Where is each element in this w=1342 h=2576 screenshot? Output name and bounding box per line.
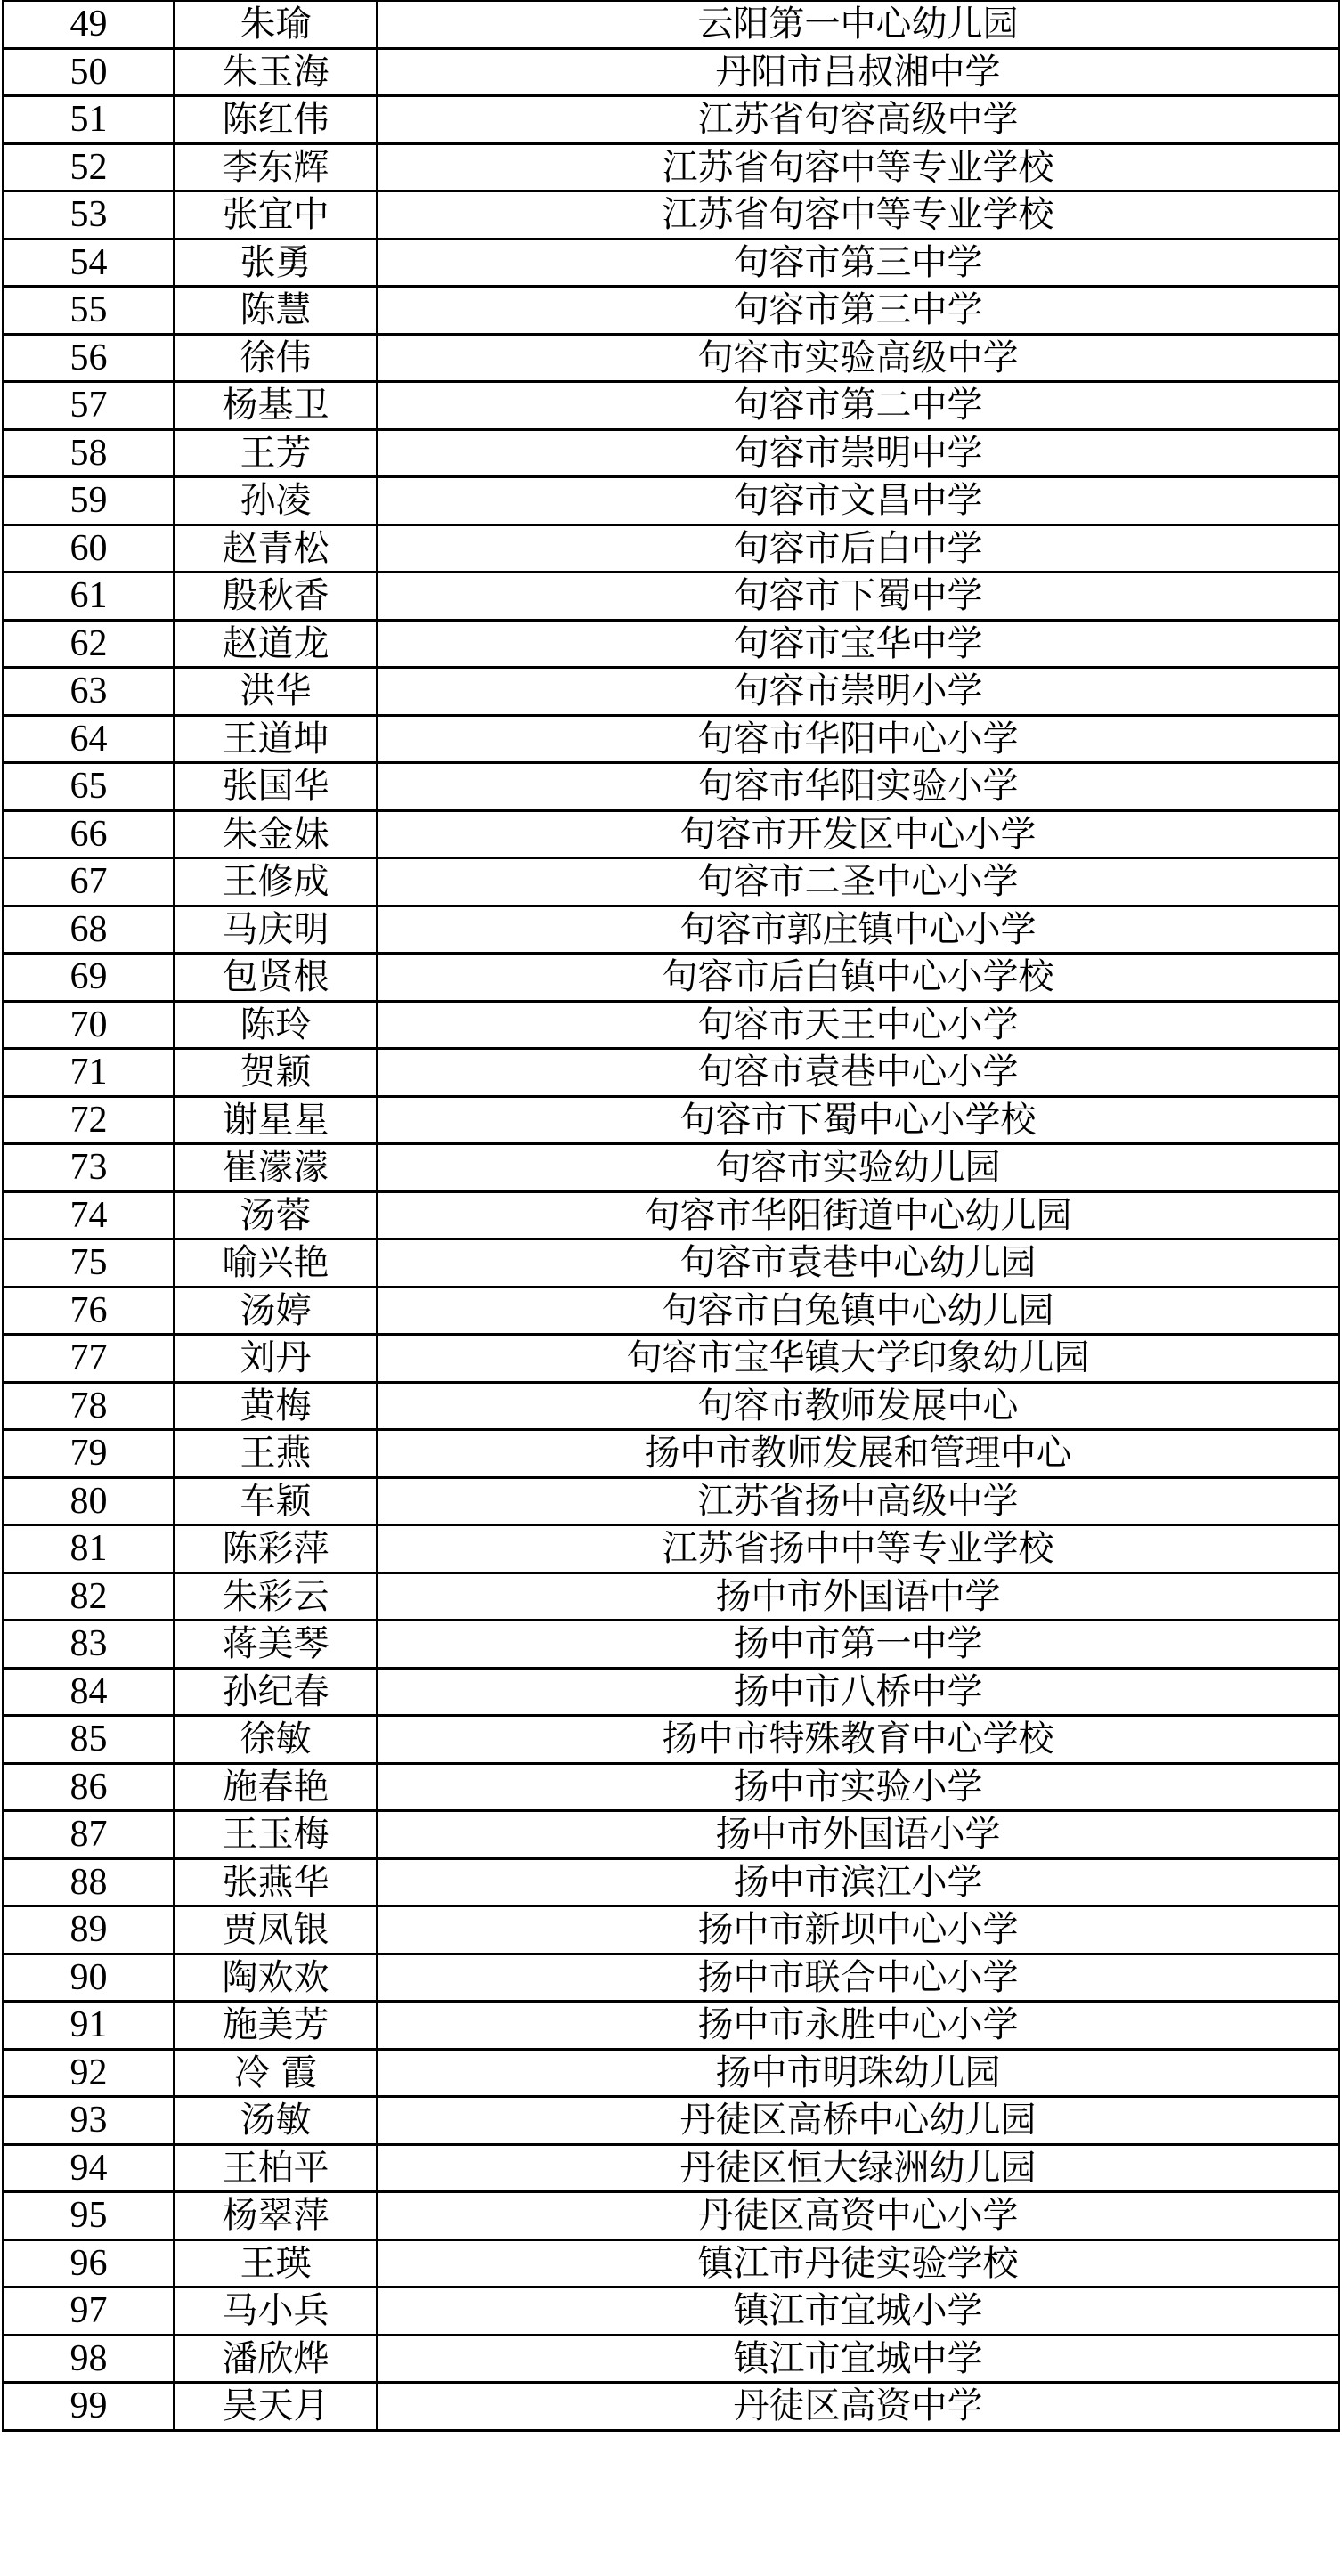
row-number: 88	[4, 1858, 175, 1906]
person-name: 谢星星	[175, 1096, 378, 1144]
table-row	[4, 477, 1339, 525]
table-row	[4, 1191, 1339, 1239]
table-row	[4, 1430, 1339, 1478]
person-name: 朱金妹	[175, 810, 378, 858]
table-row	[4, 1382, 1339, 1430]
table-row	[4, 1239, 1339, 1288]
table-row	[4, 1763, 1339, 1811]
work-unit: 句容市教师发展中心	[378, 1382, 1339, 1430]
row-number: 82	[4, 1572, 175, 1621]
person-name: 马庆明	[175, 906, 378, 954]
table-row	[4, 810, 1339, 858]
person-name: 张宜中	[175, 191, 378, 240]
table-row	[4, 1525, 1339, 1573]
person-name: 朱瑜	[175, 1, 378, 48]
row-number: 64	[4, 715, 175, 763]
row-number: 96	[4, 2239, 175, 2288]
work-unit: 句容市袁巷中心小学	[378, 1049, 1339, 1097]
person-name: 张燕华	[175, 1858, 378, 1906]
work-unit: 镇江市丹徒实验学校	[378, 2239, 1339, 2288]
roster-table	[2, 0, 1340, 2432]
person-name: 刘丹	[175, 1335, 378, 1383]
roster-body	[4, 1, 1339, 2430]
work-unit: 句容市实验幼儿园	[378, 1144, 1339, 1192]
row-number: 85	[4, 1716, 175, 1764]
work-unit: 句容市宝华中学	[378, 620, 1339, 668]
person-name: 蒋美琴	[175, 1621, 378, 1669]
table-row	[4, 1144, 1339, 1192]
row-number: 86	[4, 1763, 175, 1811]
row-number: 68	[4, 906, 175, 954]
table-row	[4, 2002, 1339, 2050]
person-name: 陶欢欢	[175, 1954, 378, 2002]
work-unit: 句容市后白镇中心小学校	[378, 954, 1339, 1002]
row-number: 72	[4, 1096, 175, 1144]
work-unit: 句容市开发区中心小学	[378, 810, 1339, 858]
work-unit: 扬中市联合中心小学	[378, 1954, 1339, 2002]
person-name: 王柏平	[175, 2144, 378, 2192]
table-row	[4, 2192, 1339, 2240]
person-name: 王玉梅	[175, 1811, 378, 1859]
table-row	[4, 382, 1339, 430]
person-name: 赵道龙	[175, 620, 378, 668]
table-row	[4, 2049, 1339, 2097]
work-unit: 江苏省句容中等专业学校	[378, 143, 1339, 191]
table-row	[4, 1, 1339, 48]
work-unit: 扬中市滨江小学	[378, 1858, 1339, 1906]
person-name: 杨基卫	[175, 382, 378, 430]
table-row	[4, 858, 1339, 906]
row-number: 81	[4, 1525, 175, 1573]
table-row	[4, 2097, 1339, 2145]
row-number: 77	[4, 1335, 175, 1383]
row-number: 57	[4, 382, 175, 430]
work-unit: 丹徒区高桥中心幼儿园	[378, 2097, 1339, 2145]
row-number: 79	[4, 1430, 175, 1478]
row-number: 67	[4, 858, 175, 906]
table-row	[4, 573, 1339, 621]
work-unit: 扬中市特殊教育中心学校	[378, 1716, 1339, 1764]
person-name: 包贤根	[175, 954, 378, 1002]
work-unit: 扬中市八桥中学	[378, 1668, 1339, 1716]
table-row	[4, 1287, 1339, 1335]
row-number: 76	[4, 1287, 175, 1335]
table-row	[4, 620, 1339, 668]
table-row	[4, 1716, 1339, 1764]
work-unit: 句容市崇明中学	[378, 429, 1339, 477]
table-row	[4, 1858, 1339, 1906]
work-unit: 句容市天王中心小学	[378, 1001, 1339, 1049]
work-unit: 江苏省句容中等专业学校	[378, 191, 1339, 240]
work-unit: 丹徒区高资中学	[378, 2383, 1339, 2431]
work-unit: 江苏省句容高级中学	[378, 96, 1339, 144]
person-name: 朱玉海	[175, 48, 378, 96]
row-number: 75	[4, 1239, 175, 1288]
person-name: 陈彩萍	[175, 1525, 378, 1573]
table-row	[4, 334, 1339, 382]
row-number: 62	[4, 620, 175, 668]
row-number: 84	[4, 1668, 175, 1716]
table-row	[4, 429, 1339, 477]
table-row	[4, 1668, 1339, 1716]
table-row	[4, 1096, 1339, 1144]
person-name: 马小兵	[175, 2288, 378, 2336]
table-row	[4, 763, 1339, 811]
row-number: 51	[4, 96, 175, 144]
table-row	[4, 2239, 1339, 2288]
work-unit: 扬中市明珠幼儿园	[378, 2049, 1339, 2097]
row-number: 98	[4, 2335, 175, 2383]
person-name: 汤婷	[175, 1287, 378, 1335]
table-row	[4, 524, 1339, 573]
work-unit: 句容市郭庄镇中心小学	[378, 906, 1339, 954]
table-row	[4, 2288, 1339, 2336]
person-name: 潘欣烨	[175, 2335, 378, 2383]
work-unit: 江苏省扬中中等专业学校	[378, 1525, 1339, 1573]
row-number: 95	[4, 2192, 175, 2240]
table-row	[4, 2335, 1339, 2383]
person-name: 张勇	[175, 239, 378, 287]
work-unit: 丹阳市吕叔湘中学	[378, 48, 1339, 96]
row-number: 93	[4, 2097, 175, 2145]
person-name: 崔濛濛	[175, 1144, 378, 1192]
row-number: 92	[4, 2049, 175, 2097]
work-unit: 句容市袁巷中心幼儿园	[378, 1239, 1339, 1288]
work-unit: 句容市白兔镇中心幼儿园	[378, 1287, 1339, 1335]
person-name: 洪华	[175, 668, 378, 716]
table-row	[4, 1001, 1339, 1049]
row-number: 50	[4, 48, 175, 96]
work-unit: 扬中市实验小学	[378, 1763, 1339, 1811]
table-row	[4, 1811, 1339, 1859]
person-name: 汤蓉	[175, 1191, 378, 1239]
row-number: 80	[4, 1477, 175, 1525]
work-unit: 扬中市教师发展和管理中心	[378, 1430, 1339, 1478]
row-number: 66	[4, 810, 175, 858]
row-number: 52	[4, 143, 175, 191]
row-number: 73	[4, 1144, 175, 1192]
table-row	[4, 239, 1339, 287]
person-name: 赵青松	[175, 524, 378, 573]
work-unit: 句容市华阳实验小学	[378, 763, 1339, 811]
table-row	[4, 1049, 1339, 1097]
table-row	[4, 1572, 1339, 1621]
row-number: 59	[4, 477, 175, 525]
person-name: 朱彩云	[175, 1572, 378, 1621]
row-number: 89	[4, 1906, 175, 1954]
work-unit: 扬中市外国语中学	[378, 1572, 1339, 1621]
table-row	[4, 906, 1339, 954]
person-name: 黄梅	[175, 1382, 378, 1430]
work-unit: 句容市二圣中心小学	[378, 858, 1339, 906]
table-row	[4, 2144, 1339, 2192]
table-row	[4, 1477, 1339, 1525]
work-unit: 丹徒区高资中心小学	[378, 2192, 1339, 2240]
row-number: 54	[4, 239, 175, 287]
person-name: 王道坤	[175, 715, 378, 763]
row-number: 94	[4, 2144, 175, 2192]
row-number: 90	[4, 1954, 175, 2002]
person-name: 施美芳	[175, 2002, 378, 2050]
row-number: 83	[4, 1621, 175, 1669]
person-name: 殷秋香	[175, 573, 378, 621]
person-name: 汤敏	[175, 2097, 378, 2145]
table-row	[4, 715, 1339, 763]
person-name: 陈慧	[175, 287, 378, 335]
row-number: 56	[4, 334, 175, 382]
person-name: 王燕	[175, 1430, 378, 1478]
person-name: 王芳	[175, 429, 378, 477]
work-unit: 句容市文昌中学	[378, 477, 1339, 525]
person-name: 陈玲	[175, 1001, 378, 1049]
row-number: 53	[4, 191, 175, 240]
work-unit: 扬中市永胜中心小学	[378, 2002, 1339, 2050]
table-row	[4, 1335, 1339, 1383]
row-number: 74	[4, 1191, 175, 1239]
person-name: 吴天月	[175, 2383, 378, 2431]
row-number: 71	[4, 1049, 175, 1097]
table-row	[4, 668, 1339, 716]
row-number: 91	[4, 2002, 175, 2050]
person-name: 杨翠萍	[175, 2192, 378, 2240]
row-number: 63	[4, 668, 175, 716]
person-name: 喻兴艳	[175, 1239, 378, 1288]
person-name: 贺颖	[175, 1049, 378, 1097]
person-name: 王修成	[175, 858, 378, 906]
work-unit: 镇江市宜城中学	[378, 2335, 1339, 2383]
table-row	[4, 48, 1339, 96]
work-unit: 句容市崇明小学	[378, 668, 1339, 716]
person-name: 徐伟	[175, 334, 378, 382]
person-name: 陈红伟	[175, 96, 378, 144]
person-name: 冷 霞	[175, 2049, 378, 2097]
person-name: 张国华	[175, 763, 378, 811]
person-name: 车颖	[175, 1477, 378, 1525]
person-name: 徐敏	[175, 1716, 378, 1764]
row-number: 97	[4, 2288, 175, 2336]
work-unit: 句容市下蜀中心小学校	[378, 1096, 1339, 1144]
row-number: 99	[4, 2383, 175, 2431]
person-name: 施春艳	[175, 1763, 378, 1811]
work-unit: 句容市第三中学	[378, 239, 1339, 287]
row-number: 61	[4, 573, 175, 621]
work-unit: 句容市华阳街道中心幼儿园	[378, 1191, 1339, 1239]
work-unit: 句容市实验高级中学	[378, 334, 1339, 382]
table-row	[4, 287, 1339, 335]
person-name: 王瑛	[175, 2239, 378, 2288]
row-number: 78	[4, 1382, 175, 1430]
table-row	[4, 191, 1339, 240]
work-unit: 扬中市外国语小学	[378, 1811, 1339, 1859]
row-number: 58	[4, 429, 175, 477]
work-unit: 句容市下蜀中学	[378, 573, 1339, 621]
work-unit: 句容市华阳中心小学	[378, 715, 1339, 763]
work-unit: 句容市后白中学	[378, 524, 1339, 573]
row-number: 87	[4, 1811, 175, 1859]
row-number: 70	[4, 1001, 175, 1049]
table-row	[4, 2383, 1339, 2431]
person-name: 孙纪春	[175, 1668, 378, 1716]
table-row	[4, 1621, 1339, 1669]
work-unit: 镇江市宜城小学	[378, 2288, 1339, 2336]
table-row	[4, 954, 1339, 1002]
work-unit: 句容市第二中学	[378, 382, 1339, 430]
row-number: 55	[4, 287, 175, 335]
person-name: 孙凌	[175, 477, 378, 525]
row-number: 65	[4, 763, 175, 811]
work-unit: 丹徒区恒大绿洲幼儿园	[378, 2144, 1339, 2192]
table-row	[4, 96, 1339, 144]
table-row	[4, 1954, 1339, 2002]
row-number: 69	[4, 954, 175, 1002]
row-number: 49	[4, 1, 175, 48]
table-row	[4, 1906, 1339, 1954]
person-name: 贾凤银	[175, 1906, 378, 1954]
work-unit: 江苏省扬中高级中学	[378, 1477, 1339, 1525]
work-unit: 句容市第三中学	[378, 287, 1339, 335]
work-unit: 扬中市新坝中心小学	[378, 1906, 1339, 1954]
row-number: 60	[4, 524, 175, 573]
work-unit: 云阳第一中心幼儿园	[378, 1, 1339, 48]
work-unit: 扬中市第一中学	[378, 1621, 1339, 1669]
table-row	[4, 143, 1339, 191]
work-unit: 句容市宝华镇大学印象幼儿园	[378, 1335, 1339, 1383]
person-name: 李东辉	[175, 143, 378, 191]
